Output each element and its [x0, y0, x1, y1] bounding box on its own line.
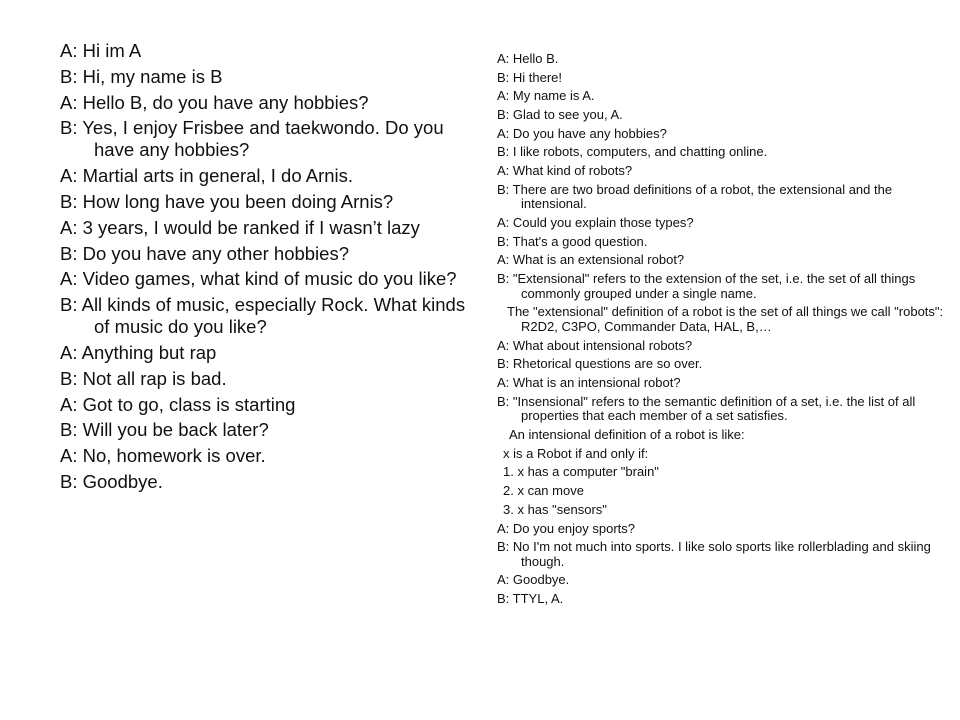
right-line: 1. x has a computer "brain" [503, 464, 659, 480]
left-line: B: Will you be back later? [60, 419, 269, 441]
left-dialogue [60, 40, 470, 497]
right-line: A: Goodbye. [497, 572, 570, 588]
right-line: A: What kind of robots? [497, 163, 633, 179]
right-line: An intensional definition of a robot is like: [509, 427, 745, 443]
right-line: B: There are two broad definitions of a robot, the extensional and the intensional. [497, 181, 893, 212]
right-line: B: TTYL, A. [497, 591, 564, 607]
right-line: x is a Robot if and only if: [503, 445, 649, 461]
right-line: The "extensional" definition of a robot is the set of all things we call "robots": R2D2, C3PO, Commander Data, HAL, B,… [507, 304, 944, 335]
left-line: A: Hi im A [60, 40, 142, 61]
left-line: A: Got to go, class is starting [60, 393, 296, 415]
right-line: A: My name is A. [497, 88, 595, 104]
left-line: A: 3 years, I would be ranked if I wasn’t lazy [60, 216, 420, 238]
right-line: B: Rhetorical questions are so over. [497, 356, 703, 372]
right-line: B: Glad to see you, A. [497, 107, 623, 123]
right-line: 3. x has "sensors" [503, 501, 607, 517]
left-line: B: Not all rap is bad. [60, 367, 227, 389]
right-line: A: What is an intensional robot? [497, 375, 681, 391]
left-line: B: All kinds of music, especially Rock. What kinds of music do you like? [60, 294, 466, 338]
right-dialogue [497, 52, 947, 611]
left-line: A: No, homework is over. [60, 445, 266, 467]
right-line: A: What about intensional robots? [497, 337, 693, 353]
right-line: A: Do you enjoy sports? [497, 520, 636, 536]
right-line: A: Could you explain those types? [497, 215, 694, 231]
left-line: A: Video games, what kind of music do you like? [60, 268, 457, 290]
right-line: B: "Extensional" refers to the extension of the set, i.e. the set of all things commonly grouped under a single name. [497, 271, 916, 301]
right-line: B: I like robots, computers, and chatting online. [497, 144, 768, 160]
right-line: B: Hi there! [497, 69, 563, 85]
right-line: A: Hello B. [497, 51, 559, 66]
left-line: A: Martial arts in general, I do Arnis. [60, 165, 354, 187]
right-line: B: No I'm not much into sports. I like solo sports like rollerblading and skiing though. [497, 539, 931, 569]
left-line: A: Hello B, do you have any hobbies? [60, 91, 369, 113]
left-line: B: Yes, I enjoy Frisbee and taekwondo. Do you have any hobbies? [60, 117, 444, 161]
left-line: A: Anything but rap [60, 341, 217, 363]
left-line: B: Hi, my name is B [60, 65, 223, 87]
left-line: B: Do you have any other hobbies? [60, 242, 349, 264]
right-line: 2. x can move [503, 483, 584, 499]
left-line: B: Goodbye. [60, 470, 163, 492]
right-line: A: What is an extensional robot? [497, 252, 685, 268]
right-line: B: "Insensional" refers to the semantic definition of a set, i.e. the list of all properties that each member of a set satisfies. [497, 393, 916, 424]
right-line: A: Do you have any hobbies? [497, 125, 667, 141]
right-line: B: That's a good question. [497, 233, 648, 249]
left-line: B: How long have you been doing Arnis? [60, 190, 394, 212]
